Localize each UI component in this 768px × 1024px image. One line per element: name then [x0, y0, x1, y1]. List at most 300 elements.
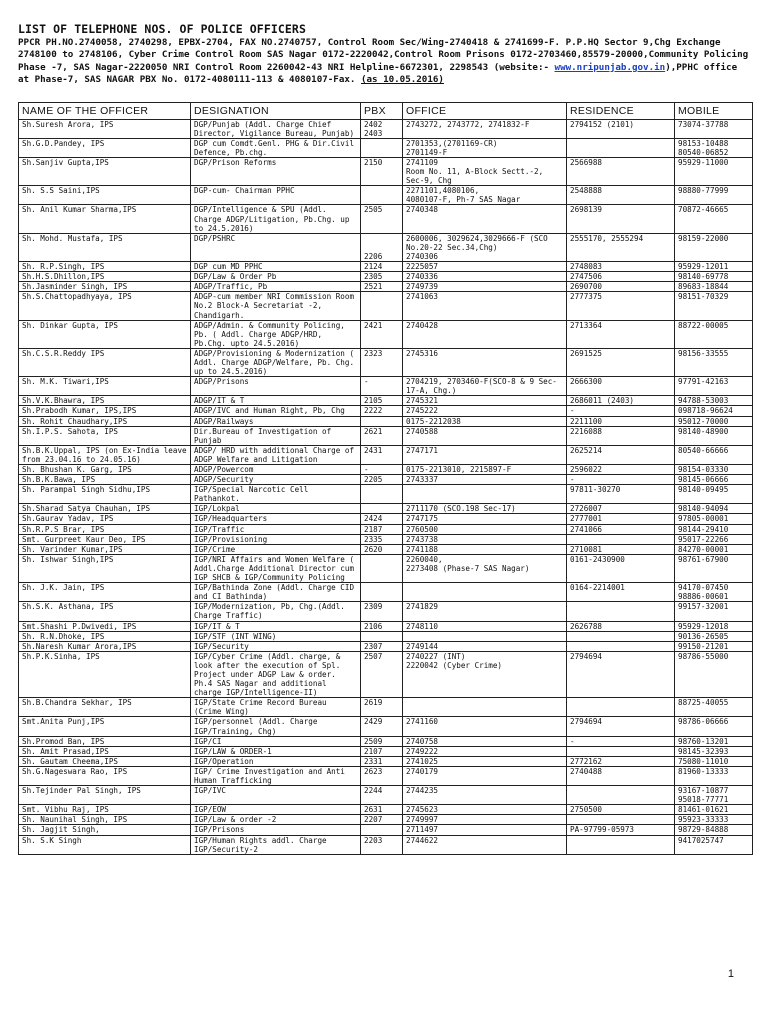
cell-designation: ADGP/Traffic, Pb — [191, 282, 361, 292]
cell-designation: IGP/Security — [191, 641, 361, 651]
cell-designation: ADGP/Powercom — [191, 465, 361, 475]
table-row — [19, 426, 753, 445]
header-office: OFFICE — [403, 102, 567, 119]
cell-pbx: 2421 — [361, 320, 403, 348]
cell-name: Sh. Dinkar Gupta, IPS — [19, 320, 191, 348]
cell-mobile: 98880-77999 — [675, 186, 753, 205]
cell-residence: 2211100 — [567, 416, 675, 426]
cell-mobile: 70872-46665 — [675, 205, 753, 233]
cell-pbx — [361, 292, 403, 320]
cell-residence — [567, 815, 675, 825]
cell-designation: IGP/Special Narcotic Cell Pathankot. — [191, 485, 361, 504]
cell-mobile: 95929-12011 — [675, 262, 753, 272]
cell-residence: 2747506 — [567, 272, 675, 282]
cell-residence: 2216088 — [567, 426, 675, 445]
cell-residence: 2741066 — [567, 524, 675, 534]
cell-pbx: 2619 — [361, 698, 403, 717]
cell-mobile: 93167-10877 95018-77771 — [675, 786, 753, 805]
cell-designation: IGP/Lokpal — [191, 504, 361, 514]
cell-designation: IGP/Cyber Crime (Addl. charge, & look after the execution of Spl. Project under ADGP Law & order. Ph.4 SAS Nagar and additional charge IGP/Intelligence-II) — [191, 651, 361, 697]
table-row — [19, 631, 753, 641]
cell-designation: IGP/personnel (Addl. Charge IGP/Training, Chg) — [191, 717, 361, 736]
cell-name: Sh. Parampal Singh Sidhu,IPS — [19, 485, 191, 504]
cell-mobile: 95929-11000 — [675, 158, 753, 186]
cell-office: 2740348 — [403, 205, 567, 233]
cell-pbx — [361, 485, 403, 504]
cell-pbx: 2331 — [361, 756, 403, 766]
cell-pbx — [361, 583, 403, 602]
cell-designation: DGP cum MD PPHC — [191, 262, 361, 272]
cell-name: Sh.B.K.Bawa, IPS — [19, 475, 191, 485]
cell-designation: DGP/Punjab (Addl. Charge Chief Director, Vigilance Bureau, Punjab) — [191, 119, 361, 138]
cell-office: 2743272, 2743772, 2741832-F — [403, 119, 567, 138]
table-row — [19, 698, 753, 717]
cell-office: 0175-2212038 — [403, 416, 567, 426]
cell-name: Sh.Promod Ban, IPS — [19, 736, 191, 746]
cell-mobile: 98140-69778 — [675, 272, 753, 282]
cell-name: Sh.P.K.Sinha, IPS — [19, 651, 191, 697]
cell-residence: 2566988 — [567, 158, 675, 186]
cell-mobile: 98786-06666 — [675, 717, 753, 736]
cell-name: Sh. J.K. Jain, IPS — [19, 583, 191, 602]
cell-designation: DGP/PSHRC — [191, 233, 361, 261]
table-row — [19, 348, 753, 376]
table-row — [19, 233, 753, 261]
cell-office — [403, 698, 567, 717]
table-row — [19, 544, 753, 554]
cell-mobile: 98761-67900 — [675, 554, 753, 582]
cell-office: 2741109 Room No. 11, A-Block Sectt.-2, Sec-9, Chg — [403, 158, 567, 186]
cell-name: Sh.I.P.S. Sahota, IPS — [19, 426, 191, 445]
cell-designation: IGP/CI — [191, 736, 361, 746]
cell-mobile: 98145-32393 — [675, 746, 753, 756]
cell-pbx: 2305 — [361, 272, 403, 282]
cell-residence — [567, 138, 675, 157]
table-row — [19, 465, 753, 475]
cell-mobile: 81960-13333 — [675, 766, 753, 785]
cell-mobile: 88725-40055 — [675, 698, 753, 717]
cell-residence: 2748083 — [567, 262, 675, 272]
cell-mobile: 81461-01621 — [675, 805, 753, 815]
cell-name: Sh.Sanjiv Gupta,IPS — [19, 158, 191, 186]
cell-pbx: 2431 — [361, 445, 403, 464]
officers-table — [18, 102, 753, 855]
cell-pbx: 2207 — [361, 815, 403, 825]
cell-mobile: 97791-42163 — [675, 377, 753, 396]
cell-residence: 2698139 — [567, 205, 675, 233]
cell-residence: 2794694 — [567, 717, 675, 736]
cell-designation: ADGP/IT & T — [191, 396, 361, 406]
table-row — [19, 416, 753, 426]
cell-office: 2701353,(2701169-CR) 2701149-F — [403, 138, 567, 157]
cell-name: Sh.Gaurav Yadav, IPS — [19, 514, 191, 524]
cell-mobile: 95017-22266 — [675, 534, 753, 544]
cell-residence: 97811-30270 — [567, 485, 675, 504]
cell-mobile: 098718-96624 — [675, 406, 753, 416]
table-body — [19, 119, 753, 854]
cell-name: Sh.Prabodh Kumar, IPS,IPS — [19, 406, 191, 416]
cell-pbx: 2105 — [361, 396, 403, 406]
cell-designation: IGP/IT & T — [191, 621, 361, 631]
cell-mobile: 98145-06666 — [675, 475, 753, 485]
table-row — [19, 138, 753, 157]
cell-designation: IGP/ Crime Investigation and Anti Human Trafficking — [191, 766, 361, 785]
table-header-row — [19, 102, 753, 119]
cell-mobile: 98144-29410 — [675, 524, 753, 534]
cell-designation: IGP/LAW & ORDER-1 — [191, 746, 361, 756]
cell-name: Sh. Varinder Kumar,IPS — [19, 544, 191, 554]
cell-pbx — [361, 631, 403, 641]
cell-residence: 2691525 — [567, 348, 675, 376]
cell-designation: IGP/Headquarters — [191, 514, 361, 524]
page-number: 1 — [727, 968, 734, 980]
table-row — [19, 514, 753, 524]
cell-residence: 2548888 — [567, 186, 675, 205]
cell-residence: 2777375 — [567, 292, 675, 320]
cell-designation: ADGP/Admin. & Community Policing, Pb. ( Addl. Charge ADGP/HRD, Pb.Chg. upto 24.5.2016) — [191, 320, 361, 348]
cell-name: Sh.Tejinder Pal Singh, IPS — [19, 786, 191, 805]
cell-name: Sh.Jasminder Singh, IPS — [19, 282, 191, 292]
cell-residence — [567, 534, 675, 544]
cell-name: Sh. Amit Prasad,IPS — [19, 746, 191, 756]
intro-paragraph — [18, 37, 752, 87]
table-row — [19, 766, 753, 785]
cell-name: Sh. S.K Singh — [19, 835, 191, 854]
cell-designation: ADGP/Provisioning & Modernization ( Addl. Charge ADGP/Welfare, Pb. Chg. up to 24.5.2016) — [191, 348, 361, 376]
cell-residence — [567, 746, 675, 756]
cell-residence: 2596022 — [567, 465, 675, 475]
cell-name: Smt. Vibhu Raj, IPS — [19, 805, 191, 815]
cell-office: 2741188 — [403, 544, 567, 554]
cell-name: Sh.G.D.Pandey, IPS — [19, 138, 191, 157]
table-row — [19, 282, 753, 292]
cell-office: 2744235 — [403, 786, 567, 805]
cell-mobile: 80540-66666 — [675, 445, 753, 464]
cell-office: 2749739 — [403, 282, 567, 292]
document-page — [18, 22, 752, 855]
page-title: LIST OF TELEPHONE NOS. OF POLICE OFFICERS — [18, 22, 306, 36]
cell-office: 2225057 — [403, 262, 567, 272]
cell-office: 2740588 — [403, 426, 567, 445]
table-row — [19, 756, 753, 766]
cell-designation: IGP/Modernization, Pb, Chg.(Addl. Charge Traffic) — [191, 602, 361, 621]
table-row — [19, 485, 753, 504]
table-row — [19, 272, 753, 282]
cell-pbx: 2323 — [361, 348, 403, 376]
cell-residence: 2686011 (2403) — [567, 396, 675, 406]
cell-residence: 2625214 — [567, 445, 675, 464]
cell-pbx: 2307 — [361, 641, 403, 651]
cell-pbx: 2335 — [361, 534, 403, 544]
cell-office: 2747171 — [403, 445, 567, 464]
cell-pbx — [361, 504, 403, 514]
cell-pbx: 2222 — [361, 406, 403, 416]
cell-office: 2740179 — [403, 766, 567, 785]
table-row — [19, 815, 753, 825]
cell-mobile: 84270-00001 — [675, 544, 753, 554]
table-row — [19, 602, 753, 621]
cell-name: Sh. Naunihal Singh, IPS — [19, 815, 191, 825]
cell-mobile: 98140-48900 — [675, 426, 753, 445]
cell-office: 2741160 — [403, 717, 567, 736]
cell-office: 2600006, 3029624,3029666-F (SCO No.20-22 Sec.34,Chg) 2740306 — [403, 233, 567, 261]
cell-name: Sh.S.K. Asthana, IPS — [19, 602, 191, 621]
cell-mobile: 9417025747 — [675, 835, 753, 854]
table-row — [19, 186, 753, 205]
cell-residence — [567, 631, 675, 641]
cell-pbx: 2621 — [361, 426, 403, 445]
table-row — [19, 119, 753, 138]
table-row — [19, 262, 753, 272]
cell-office: 2260040, 2273408 (Phase-7 SAS Nagar) — [403, 554, 567, 582]
cell-pbx: 2309 — [361, 602, 403, 621]
header-mobile: MOBILE — [675, 102, 753, 119]
cell-name: Sh. M.K. Tiwari,IPS — [19, 377, 191, 396]
cell-pbx: 2631 — [361, 805, 403, 815]
header-designation: DESIGNATION — [191, 102, 361, 119]
cell-mobile: 98140-94094 — [675, 504, 753, 514]
cell-office: 2748110 — [403, 621, 567, 631]
cell-office: 2749144 — [403, 641, 567, 651]
cell-name: Sh. Anil Kumar Sharma,IPS — [19, 205, 191, 233]
cell-office: 2741829 — [403, 602, 567, 621]
cell-pbx: 2150 — [361, 158, 403, 186]
cell-name: Sh. Rohit Chaudhary,IPS — [19, 416, 191, 426]
cell-mobile: 94170-07450 98886-00601 — [675, 583, 753, 602]
cell-name: Sh.B.Chandra Sekhar, IPS — [19, 698, 191, 717]
cell-designation: IGP/Traffic — [191, 524, 361, 534]
cell-mobile: 98153-10488 80540-06852 — [675, 138, 753, 157]
cell-name: Sh.Sharad Satya Chauhan, IPS — [19, 504, 191, 514]
cell-mobile: 98154-03330 — [675, 465, 753, 475]
cell-name: Sh.R.P.S Brar, IPS — [19, 524, 191, 534]
cell-name: Smt.Anita Punj,IPS — [19, 717, 191, 736]
cell-residence: 2794694 — [567, 651, 675, 697]
cell-residence: 2713364 — [567, 320, 675, 348]
cell-pbx: 2205 — [361, 475, 403, 485]
cell-designation: IGP/EOW — [191, 805, 361, 815]
cell-designation: DGP/Prison Reforms — [191, 158, 361, 186]
cell-residence: 2666300 — [567, 377, 675, 396]
cell-office: 2745222 — [403, 406, 567, 416]
cell-designation: Dir.Bureau of Investigation of Punjab — [191, 426, 361, 445]
cell-designation: IGP/Provisioning — [191, 534, 361, 544]
cell-mobile: 95929-12018 — [675, 621, 753, 631]
cell-residence — [567, 602, 675, 621]
cell-mobile: 90136-26505 — [675, 631, 753, 641]
cell-name: Smt.Shashi P.Dwivedi, IPS — [19, 621, 191, 631]
cell-office: 2760500 — [403, 524, 567, 534]
cell-residence: 2772162 — [567, 756, 675, 766]
cell-residence: 0164-2214001 — [567, 583, 675, 602]
table-row — [19, 717, 753, 736]
cell-mobile: 99157-32001 — [675, 602, 753, 621]
table-row — [19, 396, 753, 406]
cell-office — [403, 583, 567, 602]
cell-designation: IGP/Human Rights addl. Charge IGP/Security-2 — [191, 835, 361, 854]
cell-mobile: 89683-18844 — [675, 282, 753, 292]
intro-text-b: ),PPHC office at Phase-7, SAS NAGAR PBX No. 0172-4080111-113 & 4080107-Fax. — [18, 61, 738, 86]
cell-pbx — [361, 416, 403, 426]
table-row — [19, 554, 753, 582]
cell-residence: 2710081 — [567, 544, 675, 554]
cell-mobile: 73074-37788 — [675, 119, 753, 138]
table-row — [19, 205, 753, 233]
header-name: NAME OF THE OFFICER — [19, 102, 191, 119]
cell-pbx: 2505 — [361, 205, 403, 233]
cell-mobile: 97805-00001 — [675, 514, 753, 524]
cell-designation: ADGP-cum member NRI Commission Room No.2 Block-A Secretariat -2, Chandigarh. — [191, 292, 361, 320]
cell-designation: IGP/Crime — [191, 544, 361, 554]
cell-pbx: 2107 — [361, 746, 403, 756]
cell-office: 2711497 — [403, 825, 567, 835]
cell-designation: IGP/State Crime Record Bureau (Crime Wing) — [191, 698, 361, 717]
cell-mobile: 95923-33333 — [675, 815, 753, 825]
cell-pbx: 2402 2403 — [361, 119, 403, 138]
cell-name: Sh. Jagjit Singh, — [19, 825, 191, 835]
cell-residence: - — [567, 406, 675, 416]
cell-pbx: 2187 — [361, 524, 403, 534]
table-row — [19, 651, 753, 697]
cell-office: 2740428 — [403, 320, 567, 348]
cell-name: Sh. Gautam Cheema,IPS — [19, 756, 191, 766]
cell-pbx: 2507 — [361, 651, 403, 697]
cell-designation: ADGP/Prisons — [191, 377, 361, 396]
cell-pbx: 2124 — [361, 262, 403, 272]
cell-mobile: 95012-70000 — [675, 416, 753, 426]
cell-pbx: 2620 — [361, 544, 403, 554]
cell-office: 2740227 (INT) 2220042 (Cyber Crime) — [403, 651, 567, 697]
cell-mobile: 98786-55000 — [675, 651, 753, 697]
cell-pbx: 2521 — [361, 282, 403, 292]
cell-residence — [567, 835, 675, 854]
cell-office — [403, 485, 567, 504]
table-row — [19, 475, 753, 485]
cell-name: Sh.Suresh Arora, IPS — [19, 119, 191, 138]
cell-mobile: 98140-09495 — [675, 485, 753, 504]
cell-residence — [567, 786, 675, 805]
cell-pbx: 2206 — [361, 233, 403, 261]
cell-office: 2747175 — [403, 514, 567, 524]
cell-designation: ADGP/Railways — [191, 416, 361, 426]
cell-name: Sh. R.N.Dhoke, IPS — [19, 631, 191, 641]
cell-mobile: 99150-21201 — [675, 641, 753, 651]
table-row — [19, 746, 753, 756]
cell-pbx — [361, 186, 403, 205]
cell-office: 2743738 — [403, 534, 567, 544]
cell-designation: IGP/Prisons — [191, 825, 361, 835]
cell-residence: 2740488 — [567, 766, 675, 785]
cell-pbx — [361, 825, 403, 835]
table-row — [19, 621, 753, 631]
cell-residence — [567, 641, 675, 651]
table-row — [19, 292, 753, 320]
cell-office: 2745321 — [403, 396, 567, 406]
table-row — [19, 406, 753, 416]
cell-name: Sh. Mohd. Mustafa, IPS — [19, 233, 191, 261]
cell-name: Sh.B.K.Uppal, IPS (on Ex-India leave from 23.04.16 to 24.05.16) — [19, 445, 191, 464]
cell-residence: 2794152 (2101) — [567, 119, 675, 138]
cell-residence: 2626788 — [567, 621, 675, 631]
cell-pbx: 2509 — [361, 736, 403, 746]
cell-name: Sh. R.P.Singh, IPS — [19, 262, 191, 272]
cell-designation: IGP/IVC — [191, 786, 361, 805]
cell-office — [403, 631, 567, 641]
cell-pbx: - — [361, 465, 403, 475]
cell-designation: IGP/Bathinda Zone (Addl. Charge CID and CI Bathinda) — [191, 583, 361, 602]
cell-residence: 2750500 — [567, 805, 675, 815]
cell-mobile: 98760-13201 — [675, 736, 753, 746]
cell-pbx: 2106 — [361, 621, 403, 631]
cell-pbx: 2429 — [361, 717, 403, 736]
cell-office: 2744622 — [403, 835, 567, 854]
cell-office: 2743337 — [403, 475, 567, 485]
cell-office: 2704219, 2703460-F(SCO-8 & 9 Sec-17-A, Chg.) — [403, 377, 567, 396]
cell-residence: 2777001 — [567, 514, 675, 524]
cell-office: 2749222 — [403, 746, 567, 756]
cell-residence: 0161-2430900 — [567, 554, 675, 582]
cell-office: 2740336 — [403, 272, 567, 282]
cell-office: 2745316 — [403, 348, 567, 376]
cell-designation: DGP-cum- Chairman PPHC — [191, 186, 361, 205]
table-row — [19, 320, 753, 348]
cell-name: Sh.S.Chattopadhyaya, IPS — [19, 292, 191, 320]
cell-pbx: 2203 — [361, 835, 403, 854]
table-row — [19, 786, 753, 805]
cell-name: Smt. Gurpreet Kaur Deo, IPS — [19, 534, 191, 544]
table-row — [19, 445, 753, 464]
cell-mobile: 94788-53003 — [675, 396, 753, 406]
cell-designation: IGP/Operation — [191, 756, 361, 766]
intro-text-a: PPCR PH.NO.2740058, 2740298, EPBX-2704, FAX NO.2740757, Control Room Sec/Wing-2740418 & 2741699-F. P.P.HQ Sector 9,Chg Exchange 2748100 to 2748106, Cyber Crime Control Room SAS Nagar 0172-2220042,Control Room Prisons 0172-2703460,85579-20000,Community Policing Phase -7, SAS Nagar-2220050 NRI Control Room 2260042-43 NRI Helpline-6672301, 2298543 (website:- — [18, 37, 749, 73]
cell-residence: 2690700 — [567, 282, 675, 292]
cell-office: 2749997 — [403, 815, 567, 825]
cell-designation: ADGP/ HRD with additional Charge of ADGP Welfare and Litigation — [191, 445, 361, 464]
cell-designation: DGP cum Comdt.Genl. PHG & Dir.Civil Defence, Pb.chg. — [191, 138, 361, 157]
cell-office: 0175-2213010, 2215897-F — [403, 465, 567, 475]
cell-mobile: 98729-84888 — [675, 825, 753, 835]
table-row — [19, 158, 753, 186]
cell-mobile: 88722-00005 — [675, 320, 753, 348]
cell-office: 2745623 — [403, 805, 567, 815]
cell-mobile: 75080-11010 — [675, 756, 753, 766]
cell-name: Sh.V.K.Bhawra, IPS — [19, 396, 191, 406]
cell-name: Sh.H.S.Dhillon,IPS — [19, 272, 191, 282]
cell-residence: 2726007 — [567, 504, 675, 514]
cell-pbx: 2623 — [361, 766, 403, 785]
website-link[interactable]: www.nripunjab.gov.in — [554, 61, 666, 73]
cell-residence: - — [567, 475, 675, 485]
cell-name: Sh. Bhushan K. Garg, IPS — [19, 465, 191, 475]
cell-office: 2741063 — [403, 292, 567, 320]
table-row — [19, 641, 753, 651]
cell-designation: ADGP/IVC and Human Right, Pb, Chg — [191, 406, 361, 416]
cell-designation: DGP/Intelligence & SPU (Addl. Charge ADGP/Litigation, Pb.Chg. up to 24.5.2016) — [191, 205, 361, 233]
cell-name: Sh.G.Nageswara Rao, IPS — [19, 766, 191, 785]
table-row — [19, 825, 753, 835]
cell-name: Sh. S.S Saini,IPS — [19, 186, 191, 205]
cell-name: Sh.Naresh Kumar Arora,IPS — [19, 641, 191, 651]
cell-designation: IGP/NRI Affairs and Women Welfare ( Addl.Charge Additional Director cum IGP SHCB & IGP/Community Policing — [191, 554, 361, 582]
cell-office: 2711170 (SCO.198 Sec-17) — [403, 504, 567, 514]
cell-pbx: - — [361, 377, 403, 396]
cell-residence: - — [567, 736, 675, 746]
cell-pbx — [361, 554, 403, 582]
cell-office: 2740758 — [403, 736, 567, 746]
table-row — [19, 835, 753, 854]
table-row — [19, 524, 753, 534]
cell-designation: DGP/Law & Order Pb — [191, 272, 361, 282]
